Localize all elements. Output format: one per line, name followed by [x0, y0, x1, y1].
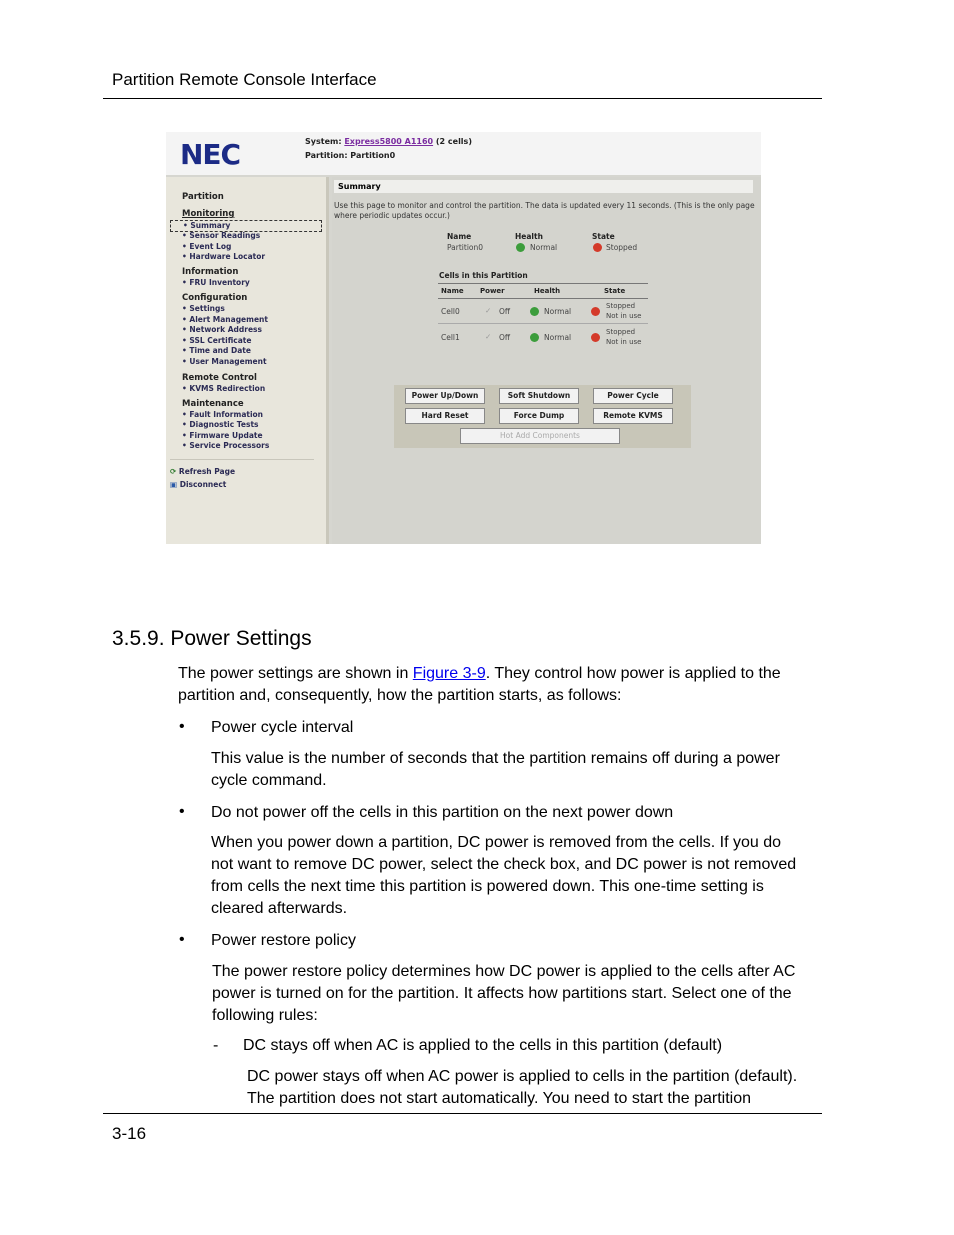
footer-rule	[103, 1113, 822, 1114]
partition-name-value: Partition0	[447, 243, 484, 252]
power-off-icon: ✓	[485, 332, 492, 341]
nav-item-service-processors[interactable]: • Service Processors	[182, 441, 270, 450]
refresh-icon: ⟳	[170, 467, 177, 476]
cell0-state-detail: Not in use	[606, 312, 642, 320]
dash-icon: -	[213, 1037, 219, 1054]
system-line: System: Express5800 A1160 (2 cells)	[305, 137, 472, 146]
nav-item-fru-inventory[interactable]: • FRU Inventory	[182, 278, 250, 287]
power-restore-policy-text: The power restore policy determines how DC power is applied to the cells after AC power is turned on for the partition. It affects how partitions start. Select one of the following rules:	[212, 963, 796, 1024]
nav-item-time-and-date[interactable]: • Time and Date	[182, 346, 251, 355]
nav-item-network-address[interactable]: • Network Address	[182, 325, 262, 334]
running-head: Partition Remote Console Interface	[112, 70, 377, 89]
cell1-name: Cell1	[441, 333, 460, 342]
nav-item-fault-information[interactable]: • Fault Information	[182, 410, 264, 419]
cells-title: Cells in this Partition	[439, 271, 528, 280]
nav-monitoring: Monitoring	[182, 209, 235, 219]
cell1-health: Normal	[544, 333, 572, 342]
partition-health-header: Health	[515, 232, 543, 241]
nav-item-settings[interactable]: • Settings	[182, 304, 225, 313]
summary-description: Use this page to monitor and control the partition. The data is updated every 11 seconds. (This is the only page where periodic updates occur.)	[334, 201, 755, 220]
header-rule	[103, 98, 822, 99]
cell1-power: Off	[499, 333, 511, 342]
cell0-power: Off	[499, 307, 511, 316]
power-up-down-button[interactable]: Power Up/Down	[405, 388, 485, 404]
power-off-icon: ✓	[485, 306, 492, 315]
nav-information: Information	[182, 267, 239, 277]
nav-item-hardware-locator[interactable]: • Hardware Locator	[182, 252, 266, 261]
nav-item-summary[interactable]: • Summary	[170, 220, 322, 232]
power-cycle-button[interactable]: Power Cycle	[593, 388, 673, 404]
nav-item-alert-management[interactable]: • Alert Management	[182, 315, 268, 324]
disconnect-icon: ▣	[170, 480, 178, 489]
do-not-power-off-text: When you power down a partition, DC power is removed from the cells. If you do not want to remove DC power, select the check box, and DC power is not removed from cells the next time this partition is powered down. This one-time setting is cleared afterwards.	[211, 834, 797, 917]
cells-state-header: State	[604, 287, 626, 295]
cells-rule-header	[438, 298, 648, 299]
bullet-icon: •	[179, 803, 185, 820]
dc-stays-off-text: DC power stays off when AC power is applied to cells in the partition (default). The partition does not start automatically. You need to start the partition	[247, 1068, 798, 1107]
nav-item-event-log[interactable]: • Event Log	[182, 242, 232, 251]
nec-logo: NEC	[180, 138, 241, 171]
health-ok-icon	[530, 307, 539, 316]
cells-name-header: Name	[441, 287, 464, 295]
figure-link[interactable]: Figure 3-9	[412, 665, 486, 682]
remote-kvms-button[interactable]: Remote KVMS	[593, 408, 673, 424]
cell0-state: Stopped	[606, 302, 636, 310]
stopped-icon	[593, 243, 602, 252]
partition-state-header: State	[592, 232, 615, 241]
console-screenshot	[166, 132, 761, 544]
nav-remote-control: Remote Control	[182, 373, 257, 383]
bullet-power-restore-policy: Power restore policy	[211, 932, 356, 949]
cells-rule-mid	[438, 323, 648, 324]
nav-separator	[170, 459, 314, 460]
health-ok-icon	[516, 243, 525, 252]
console-main	[332, 177, 761, 544]
partition-health-value: Normal	[530, 243, 558, 252]
partition-line: Partition: Partition0	[305, 151, 396, 160]
health-ok-icon	[530, 333, 539, 342]
nav-item-sensor-readings[interactable]: • Sensor Readings	[182, 231, 261, 240]
rule-dc-stays-off: DC stays off when AC is applied to the cells in this partition (default)	[243, 1037, 723, 1054]
partition-state-value: Stopped	[606, 243, 638, 252]
nav-disconnect[interactable]: ▣ Disconnect	[170, 480, 227, 489]
soft-shutdown-button[interactable]: Soft Shutdown	[499, 388, 579, 404]
hard-reset-button[interactable]: Hard Reset	[405, 408, 485, 424]
power-cycle-interval-text: This value is the number of seconds that the partition remains off during a power cycle command.	[211, 750, 780, 789]
force-dump-button[interactable]: Force Dump	[499, 408, 579, 424]
summary-title-bar: Summary	[334, 180, 753, 193]
nav-configuration: Configuration	[182, 293, 248, 303]
nav-refresh-page[interactable]: ⟳ Refresh Page	[170, 467, 236, 476]
hot-add-components-button: Hot Add Components	[460, 428, 620, 444]
action-button-panel	[394, 385, 691, 448]
intro-paragraph: The power settings are shown in Figure 3-9. They control how power is applied to the partition and, consequently, how the partition starts, as follows:	[178, 665, 781, 704]
stopped-icon	[591, 333, 600, 342]
nav-item-user-management[interactable]: • User Management	[182, 357, 267, 366]
system-link[interactable]: Express5800 A1160	[344, 137, 434, 146]
section-heading: 3.5.9. Power Settings	[112, 627, 312, 650]
nav-partition: Partition	[182, 192, 224, 202]
nav-item-diagnostic-tests[interactable]: • Diagnostic Tests	[182, 420, 259, 429]
page-number: 3-16	[112, 1124, 147, 1143]
bullet-do-not-power-off: Do not power off the cells in this partition on the next power down	[211, 804, 674, 821]
bullet-icon: •	[179, 718, 185, 735]
stopped-icon	[591, 307, 600, 316]
cell1-state: Stopped	[606, 328, 636, 336]
nav-maintenance: Maintenance	[182, 399, 244, 409]
cell0-health: Normal	[544, 307, 572, 316]
console-nav	[166, 177, 329, 544]
cells-rule-top	[438, 283, 648, 284]
nav-item-kvms-redirection[interactable]: • KVMS Redirection	[182, 384, 266, 393]
partition-name-header: Name	[447, 232, 472, 241]
cell0-name: Cell0	[441, 307, 460, 316]
cells-power-header: Power	[480, 287, 505, 295]
console-header	[166, 132, 761, 175]
nav-item-ssl-certificate[interactable]: • SSL Certificate	[182, 336, 252, 345]
cell1-state-detail: Not in use	[606, 338, 642, 346]
bullet-power-cycle-interval: Power cycle interval	[211, 719, 354, 736]
bullet-icon: •	[179, 931, 185, 948]
nav-item-firmware-update[interactable]: • Firmware Update	[182, 431, 263, 440]
cells-health-header: Health	[534, 287, 561, 295]
